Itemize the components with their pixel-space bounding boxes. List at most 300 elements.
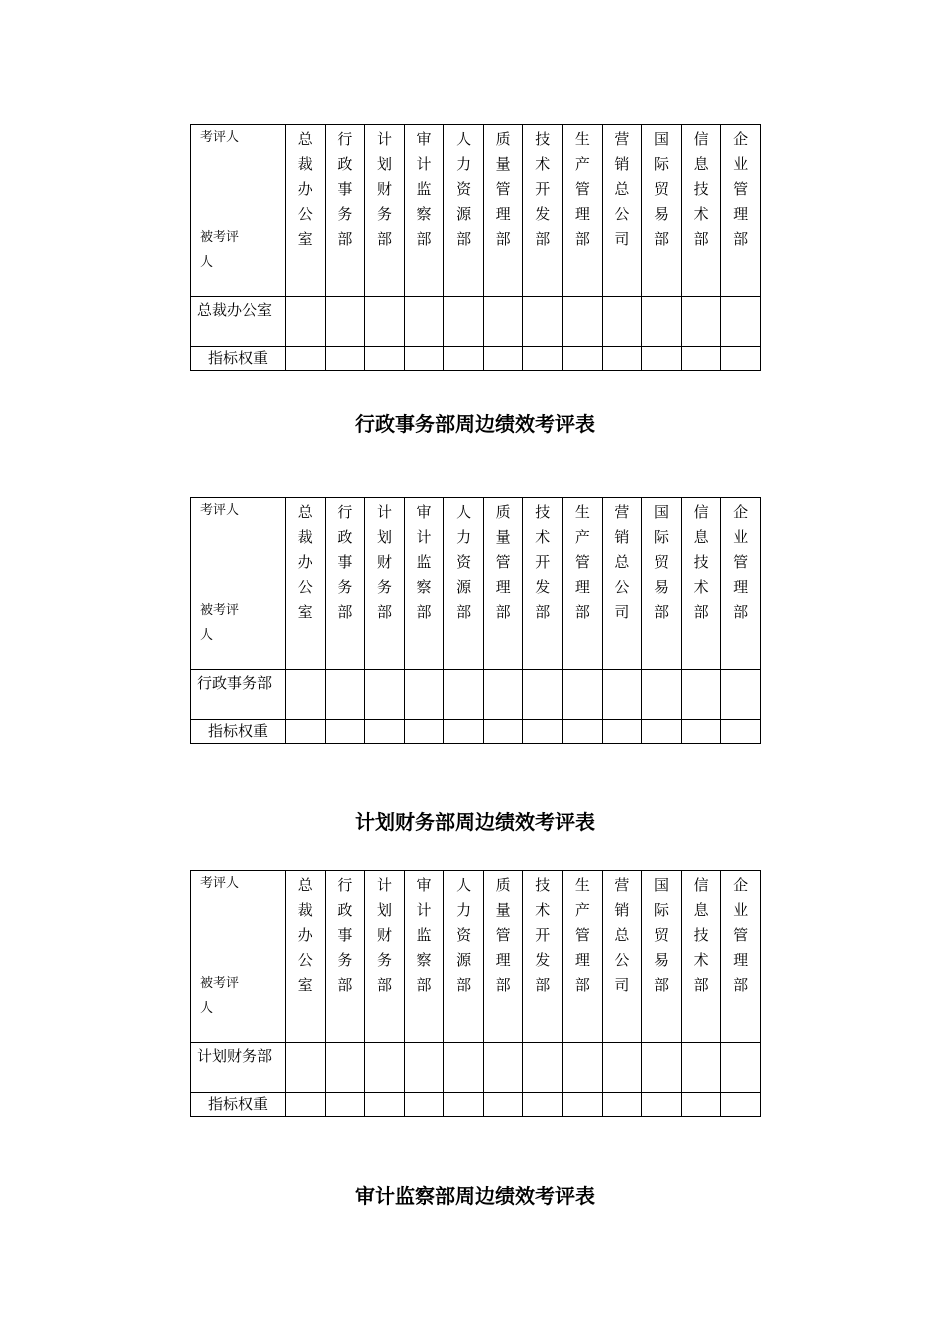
header-row bbox=[191, 871, 761, 1043]
department-char: 部 bbox=[574, 230, 590, 248]
department-char: 管 bbox=[495, 180, 511, 198]
department-char: 术 bbox=[535, 155, 551, 173]
department-header bbox=[483, 871, 523, 1043]
department-char: 划 bbox=[376, 901, 392, 919]
department-char: 理 bbox=[495, 205, 511, 223]
score-cell[interactable] bbox=[642, 297, 682, 347]
department-char: 财 bbox=[376, 180, 392, 198]
department-char: 部 bbox=[693, 230, 709, 248]
department-header bbox=[563, 125, 603, 297]
department-char: 事 bbox=[337, 553, 353, 571]
weight-cell[interactable] bbox=[681, 347, 721, 371]
weight-cell[interactable] bbox=[286, 1093, 326, 1117]
weight-cell[interactable] bbox=[286, 347, 326, 371]
department-char: 部 bbox=[733, 230, 749, 248]
evaluatee-row bbox=[191, 1043, 761, 1093]
department-char: 部 bbox=[535, 230, 551, 248]
department-char: 贸 bbox=[653, 926, 669, 944]
score-cell[interactable] bbox=[523, 297, 563, 347]
score-cell[interactable] bbox=[325, 1043, 365, 1093]
weight-cell[interactable] bbox=[444, 1093, 484, 1117]
department-char: 财 bbox=[376, 553, 392, 571]
score-cell[interactable] bbox=[325, 670, 365, 720]
department-char: 政 bbox=[337, 901, 353, 919]
department-char: 术 bbox=[693, 951, 709, 969]
department-char: 部 bbox=[337, 976, 353, 994]
weight-cell[interactable] bbox=[404, 1093, 444, 1117]
department-header bbox=[365, 498, 405, 670]
department-char: 察 bbox=[416, 578, 432, 596]
score-cell[interactable] bbox=[602, 670, 642, 720]
weight-label: 指标权重 bbox=[191, 347, 286, 371]
weight-cell[interactable] bbox=[721, 720, 761, 744]
score-cell[interactable] bbox=[642, 670, 682, 720]
department-header bbox=[563, 498, 603, 670]
department-char: 际 bbox=[653, 901, 669, 919]
department-char: 政 bbox=[337, 155, 353, 173]
department-char: 产 bbox=[574, 528, 590, 546]
department-char: 理 bbox=[574, 951, 590, 969]
department-char: 技 bbox=[693, 553, 709, 571]
weight-row bbox=[191, 347, 761, 371]
score-cell[interactable] bbox=[602, 297, 642, 347]
department-char: 审 bbox=[416, 503, 432, 521]
department-char: 信 bbox=[693, 503, 709, 521]
department-char: 国 bbox=[653, 876, 669, 894]
evaluator-label: 考评人 bbox=[200, 876, 240, 891]
department-char: 业 bbox=[733, 528, 749, 546]
department-char: 务 bbox=[376, 578, 392, 596]
department-char: 质 bbox=[495, 130, 511, 148]
department-header bbox=[365, 871, 405, 1043]
department-char: 部 bbox=[376, 230, 392, 248]
score-cell[interactable] bbox=[483, 1043, 523, 1093]
department-header bbox=[642, 871, 682, 1043]
department-char: 计 bbox=[416, 528, 432, 546]
department-char: 技 bbox=[535, 876, 551, 894]
department-char: 力 bbox=[456, 155, 472, 173]
weight-cell[interactable] bbox=[483, 1093, 523, 1117]
score-cell[interactable] bbox=[404, 670, 444, 720]
department-char: 办 bbox=[297, 553, 313, 571]
score-cell[interactable] bbox=[681, 297, 721, 347]
department-char: 量 bbox=[495, 155, 511, 173]
department-char: 人 bbox=[456, 130, 472, 148]
department-char: 监 bbox=[416, 926, 432, 944]
department-char: 部 bbox=[574, 603, 590, 621]
department-char: 息 bbox=[693, 528, 709, 546]
department-char: 易 bbox=[653, 205, 669, 223]
department-char: 业 bbox=[733, 901, 749, 919]
department-char: 质 bbox=[495, 503, 511, 521]
department-char: 部 bbox=[376, 976, 392, 994]
weight-cell[interactable] bbox=[523, 1093, 563, 1117]
department-char: 技 bbox=[535, 503, 551, 521]
department-header bbox=[681, 125, 721, 297]
department-char: 公 bbox=[614, 951, 630, 969]
department-header bbox=[563, 871, 603, 1043]
weight-cell[interactable] bbox=[286, 720, 326, 744]
department-char: 审 bbox=[416, 876, 432, 894]
department-char: 行 bbox=[337, 876, 353, 894]
corner-cell bbox=[191, 498, 286, 670]
department-char: 部 bbox=[693, 976, 709, 994]
table-title: 计划财务部周边绩效考评表 bbox=[355, 810, 595, 834]
weight-cell[interactable] bbox=[404, 720, 444, 744]
department-char: 资 bbox=[456, 553, 472, 571]
department-char: 部 bbox=[733, 976, 749, 994]
department-char: 务 bbox=[376, 951, 392, 969]
department-header bbox=[444, 498, 484, 670]
weight-cell[interactable] bbox=[602, 347, 642, 371]
department-char: 务 bbox=[337, 578, 353, 596]
score-cell[interactable] bbox=[483, 670, 523, 720]
department-char: 理 bbox=[733, 951, 749, 969]
table-title: 行政事务部周边绩效考评表 bbox=[355, 412, 595, 436]
department-char: 办 bbox=[297, 926, 313, 944]
department-char: 术 bbox=[693, 578, 709, 596]
department-char: 际 bbox=[653, 155, 669, 173]
department-char: 室 bbox=[297, 976, 313, 994]
score-cell[interactable] bbox=[523, 1043, 563, 1093]
department-char: 裁 bbox=[297, 528, 313, 546]
score-cell[interactable] bbox=[444, 1043, 484, 1093]
department-char: 发 bbox=[535, 578, 551, 596]
weight-label: 指标权重 bbox=[191, 1093, 286, 1117]
department-char: 企 bbox=[733, 503, 749, 521]
department-header bbox=[483, 125, 523, 297]
department-char: 总 bbox=[614, 926, 630, 944]
department-char: 人 bbox=[456, 876, 472, 894]
department-char: 息 bbox=[693, 901, 709, 919]
department-char: 财 bbox=[376, 926, 392, 944]
department-char: 部 bbox=[535, 603, 551, 621]
score-cell[interactable] bbox=[404, 297, 444, 347]
department-char: 人 bbox=[456, 503, 472, 521]
department-char: 资 bbox=[456, 180, 472, 198]
department-char: 公 bbox=[297, 578, 313, 596]
department-char: 技 bbox=[693, 180, 709, 198]
department-char: 企 bbox=[733, 130, 749, 148]
weight-cell[interactable] bbox=[523, 347, 563, 371]
department-header bbox=[365, 125, 405, 297]
department-char: 生 bbox=[574, 130, 590, 148]
trailing-title: 审计监察部周边绩效考评表 bbox=[355, 1184, 595, 1208]
department-char: 部 bbox=[456, 603, 472, 621]
department-char: 部 bbox=[495, 976, 511, 994]
department-char: 公 bbox=[297, 205, 313, 223]
department-char: 部 bbox=[535, 976, 551, 994]
department-char: 管 bbox=[574, 926, 590, 944]
department-char: 部 bbox=[653, 976, 669, 994]
department-char: 事 bbox=[337, 180, 353, 198]
department-char: 公 bbox=[614, 205, 630, 223]
department-char: 行 bbox=[337, 503, 353, 521]
department-char: 划 bbox=[376, 155, 392, 173]
weight-cell[interactable] bbox=[444, 720, 484, 744]
department-char: 室 bbox=[297, 603, 313, 621]
department-char: 部 bbox=[456, 976, 472, 994]
department-char: 部 bbox=[653, 603, 669, 621]
weight-cell[interactable] bbox=[602, 720, 642, 744]
weight-cell[interactable] bbox=[365, 347, 405, 371]
score-cell[interactable] bbox=[721, 670, 761, 720]
department-char: 生 bbox=[574, 503, 590, 521]
department-char: 业 bbox=[733, 155, 749, 173]
weight-cell[interactable] bbox=[325, 720, 365, 744]
department-char: 计 bbox=[376, 503, 392, 521]
score-cell[interactable] bbox=[721, 1043, 761, 1093]
department-char: 资 bbox=[456, 926, 472, 944]
department-char: 管 bbox=[495, 926, 511, 944]
header-row bbox=[191, 125, 761, 297]
department-header bbox=[602, 125, 642, 297]
weight-cell[interactable] bbox=[325, 347, 365, 371]
department-char: 部 bbox=[416, 603, 432, 621]
department-char: 务 bbox=[337, 951, 353, 969]
evaluatee-label: 被考评人 bbox=[200, 976, 240, 1016]
department-char: 开 bbox=[535, 553, 551, 571]
department-header bbox=[642, 125, 682, 297]
evaluation-table bbox=[190, 870, 761, 1117]
weight-cell[interactable] bbox=[404, 347, 444, 371]
department-char: 裁 bbox=[297, 901, 313, 919]
department-char: 务 bbox=[376, 205, 392, 223]
department-char: 部 bbox=[416, 976, 432, 994]
score-cell[interactable] bbox=[286, 297, 326, 347]
score-cell[interactable] bbox=[563, 297, 603, 347]
department-char: 司 bbox=[614, 603, 630, 621]
department-char: 务 bbox=[337, 205, 353, 223]
department-char: 管 bbox=[574, 180, 590, 198]
department-char: 裁 bbox=[297, 155, 313, 173]
department-char: 发 bbox=[535, 205, 551, 223]
department-char: 开 bbox=[535, 180, 551, 198]
department-char: 管 bbox=[733, 926, 749, 944]
department-char: 力 bbox=[456, 901, 472, 919]
score-cell[interactable] bbox=[563, 1043, 603, 1093]
evaluatee-name: 行政事务部 bbox=[191, 670, 286, 720]
department-header bbox=[286, 498, 326, 670]
header-row bbox=[191, 498, 761, 670]
department-header bbox=[444, 871, 484, 1043]
department-header bbox=[404, 125, 444, 297]
weight-cell[interactable] bbox=[523, 720, 563, 744]
department-header bbox=[602, 498, 642, 670]
department-char: 力 bbox=[456, 528, 472, 546]
department-header bbox=[483, 498, 523, 670]
evaluatee-label: 被考评人 bbox=[200, 230, 240, 270]
department-char: 质 bbox=[495, 876, 511, 894]
department-char: 技 bbox=[535, 130, 551, 148]
department-header bbox=[404, 498, 444, 670]
department-char: 产 bbox=[574, 155, 590, 173]
department-char: 司 bbox=[614, 976, 630, 994]
weight-cell[interactable] bbox=[483, 720, 523, 744]
weight-row bbox=[191, 1093, 761, 1117]
weight-cell[interactable] bbox=[721, 347, 761, 371]
weight-cell[interactable] bbox=[642, 1093, 682, 1117]
department-char: 计 bbox=[376, 130, 392, 148]
score-cell[interactable] bbox=[444, 670, 484, 720]
department-header bbox=[286, 125, 326, 297]
evaluatee-row bbox=[191, 297, 761, 347]
weight-cell[interactable] bbox=[483, 347, 523, 371]
department-char: 国 bbox=[653, 130, 669, 148]
weight-cell[interactable] bbox=[602, 1093, 642, 1117]
score-cell[interactable] bbox=[563, 670, 603, 720]
department-char: 企 bbox=[733, 876, 749, 894]
department-char: 公 bbox=[614, 578, 630, 596]
score-cell[interactable] bbox=[365, 297, 405, 347]
department-char: 理 bbox=[733, 578, 749, 596]
department-char: 量 bbox=[495, 528, 511, 546]
department-char: 贸 bbox=[653, 553, 669, 571]
department-char: 计 bbox=[416, 155, 432, 173]
department-char: 总 bbox=[297, 503, 313, 521]
score-cell[interactable] bbox=[483, 297, 523, 347]
department-char: 管 bbox=[574, 553, 590, 571]
department-header bbox=[721, 498, 761, 670]
department-char: 室 bbox=[297, 230, 313, 248]
department-char: 部 bbox=[416, 230, 432, 248]
department-char: 部 bbox=[733, 603, 749, 621]
weight-row bbox=[191, 720, 761, 744]
department-char: 销 bbox=[614, 155, 630, 173]
weight-cell[interactable] bbox=[365, 1093, 405, 1117]
department-char: 源 bbox=[456, 951, 472, 969]
department-char: 办 bbox=[297, 180, 313, 198]
score-cell[interactable] bbox=[523, 670, 563, 720]
department-char: 部 bbox=[337, 603, 353, 621]
department-char: 部 bbox=[693, 603, 709, 621]
score-cell[interactable] bbox=[681, 670, 721, 720]
department-char: 管 bbox=[733, 553, 749, 571]
department-char: 易 bbox=[653, 951, 669, 969]
score-cell[interactable] bbox=[365, 670, 405, 720]
department-char: 开 bbox=[535, 926, 551, 944]
department-header bbox=[325, 498, 365, 670]
department-char: 行 bbox=[337, 130, 353, 148]
weight-cell[interactable] bbox=[444, 347, 484, 371]
score-cell[interactable] bbox=[721, 297, 761, 347]
evaluation-table bbox=[190, 124, 761, 371]
department-char: 术 bbox=[693, 205, 709, 223]
score-cell[interactable] bbox=[681, 1043, 721, 1093]
department-char: 术 bbox=[535, 901, 551, 919]
corner-cell bbox=[191, 871, 286, 1043]
department-char: 息 bbox=[693, 155, 709, 173]
department-char: 国 bbox=[653, 503, 669, 521]
department-char: 部 bbox=[337, 230, 353, 248]
evaluator-label: 考评人 bbox=[200, 503, 240, 518]
department-char: 销 bbox=[614, 901, 630, 919]
department-char: 营 bbox=[614, 130, 630, 148]
evaluatee-label: 被考评人 bbox=[200, 603, 240, 643]
weight-cell[interactable] bbox=[642, 720, 682, 744]
department-char: 理 bbox=[574, 205, 590, 223]
department-char: 理 bbox=[574, 578, 590, 596]
department-char: 部 bbox=[574, 976, 590, 994]
department-header bbox=[721, 125, 761, 297]
department-char: 监 bbox=[416, 553, 432, 571]
department-header bbox=[642, 498, 682, 670]
weight-cell[interactable] bbox=[681, 720, 721, 744]
department-char: 信 bbox=[693, 876, 709, 894]
department-char: 部 bbox=[495, 603, 511, 621]
weight-cell[interactable] bbox=[563, 720, 603, 744]
score-cell[interactable] bbox=[642, 1043, 682, 1093]
score-cell[interactable] bbox=[602, 1043, 642, 1093]
department-char: 管 bbox=[495, 553, 511, 571]
department-char: 部 bbox=[376, 603, 392, 621]
score-cell[interactable] bbox=[444, 297, 484, 347]
weight-cell[interactable] bbox=[642, 347, 682, 371]
score-cell[interactable] bbox=[286, 670, 326, 720]
department-char: 总 bbox=[614, 180, 630, 198]
department-header bbox=[325, 871, 365, 1043]
department-char: 部 bbox=[653, 230, 669, 248]
department-char: 产 bbox=[574, 901, 590, 919]
corner-cell bbox=[191, 125, 286, 297]
evaluation-table bbox=[190, 497, 761, 744]
department-char: 公 bbox=[297, 951, 313, 969]
department-char: 信 bbox=[693, 130, 709, 148]
department-header bbox=[523, 498, 563, 670]
department-char: 理 bbox=[495, 578, 511, 596]
department-char: 总 bbox=[614, 553, 630, 571]
department-header bbox=[721, 871, 761, 1043]
department-header bbox=[325, 125, 365, 297]
score-cell[interactable] bbox=[365, 1043, 405, 1093]
evaluatee-row bbox=[191, 670, 761, 720]
score-cell[interactable] bbox=[404, 1043, 444, 1093]
weight-cell[interactable] bbox=[365, 720, 405, 744]
department-char: 源 bbox=[456, 205, 472, 223]
department-header bbox=[681, 498, 721, 670]
department-header bbox=[523, 871, 563, 1043]
department-header bbox=[444, 125, 484, 297]
department-char: 管 bbox=[733, 180, 749, 198]
department-char: 源 bbox=[456, 578, 472, 596]
department-char: 政 bbox=[337, 528, 353, 546]
weight-cell[interactable] bbox=[563, 347, 603, 371]
department-char: 营 bbox=[614, 503, 630, 521]
department-char: 部 bbox=[456, 230, 472, 248]
score-cell[interactable] bbox=[286, 1043, 326, 1093]
department-header bbox=[404, 871, 444, 1043]
department-header bbox=[286, 871, 326, 1043]
department-char: 总 bbox=[297, 876, 313, 894]
weight-cell[interactable] bbox=[325, 1093, 365, 1117]
department-char: 计 bbox=[376, 876, 392, 894]
department-char: 技 bbox=[693, 926, 709, 944]
evaluatee-name: 总裁办公室 bbox=[191, 297, 286, 347]
weight-cell[interactable] bbox=[721, 1093, 761, 1117]
evaluator-label: 考评人 bbox=[200, 130, 240, 145]
department-char: 量 bbox=[495, 901, 511, 919]
department-char: 理 bbox=[495, 951, 511, 969]
score-cell[interactable] bbox=[325, 297, 365, 347]
weight-cell[interactable] bbox=[681, 1093, 721, 1117]
department-char: 发 bbox=[535, 951, 551, 969]
department-char: 理 bbox=[733, 205, 749, 223]
department-char: 营 bbox=[614, 876, 630, 894]
weight-cell[interactable] bbox=[563, 1093, 603, 1117]
department-char: 监 bbox=[416, 180, 432, 198]
department-char: 生 bbox=[574, 876, 590, 894]
department-header bbox=[523, 125, 563, 297]
